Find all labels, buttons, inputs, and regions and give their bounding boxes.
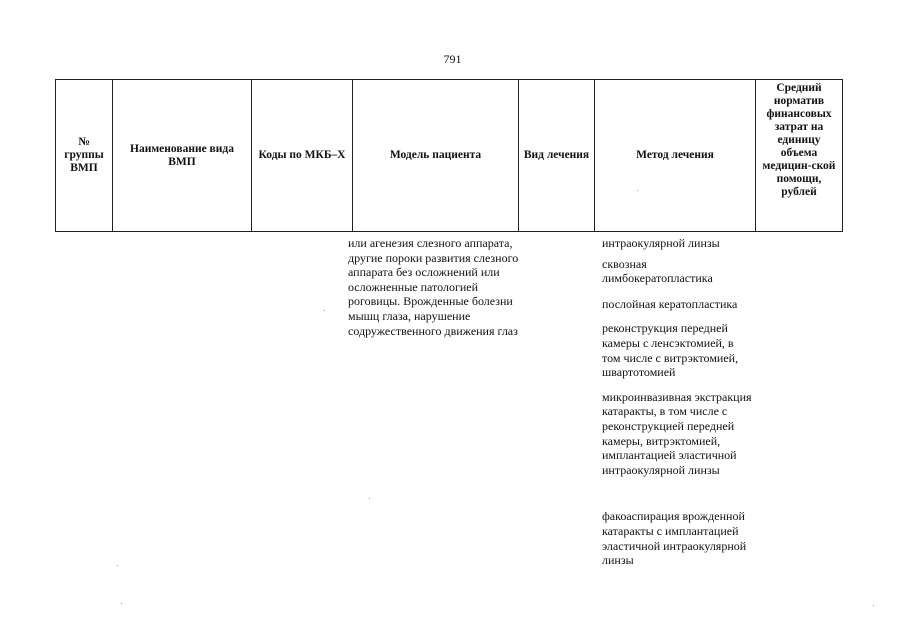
- treatment-methods-list: [602, 236, 754, 568]
- scan-speck: [324, 310, 325, 311]
- header-icd-codes: Коды по МКБ–X: [252, 80, 353, 232]
- treatment-method-item: послойная кератопластика: [602, 296, 738, 311]
- header-vmp-name: Наименование вида ВМП: [113, 80, 252, 232]
- treatment-method-item: реконструкция передней камеры с ленсэктомией, в том числе с витрэктомией, швартотомией: [602, 321, 739, 380]
- treatment-method-item: факоаспирация врожденной катаракты с имплантацией эластичной интраокулярной линзы: [602, 509, 747, 568]
- scan-speck: [637, 190, 638, 191]
- scan-speck: [369, 498, 370, 499]
- table-header: [55, 79, 843, 232]
- header-treatment-method: Метод лечения: [595, 80, 756, 232]
- treatment-method-item: интраокулярной линзы: [602, 236, 720, 250]
- treatment-method-item: микроинвазивная экстракция катаракты, в том числе с реконструкцией передней камеры, витрэктомией, имплантацией эластичной интраокулярной линзы: [602, 389, 752, 477]
- header-treatment-type: Вид лечения: [519, 80, 595, 232]
- page-number: 791: [443, 52, 462, 66]
- scan-speck: [117, 565, 118, 566]
- header-patient-model: Модель пациента: [353, 80, 519, 232]
- header-group-number: № группы ВМП: [56, 80, 113, 232]
- scan-speck: [873, 605, 874, 606]
- patient-model-text: или агенезия слезного аппарата, другие пороки развития слезного аппарата без осложнений или осложненные патологией роговицы. Врожденные болезни мышц глаза, нарушение содружественного движения глаз: [348, 236, 519, 338]
- treatment-method-item: сквозная лимбокератопластика: [602, 256, 713, 286]
- header-avg-cost: Средний норматив финансовых затрат на единицу объема медицин-ской помощи, рублей: [756, 80, 843, 232]
- scan-speck: [121, 603, 122, 604]
